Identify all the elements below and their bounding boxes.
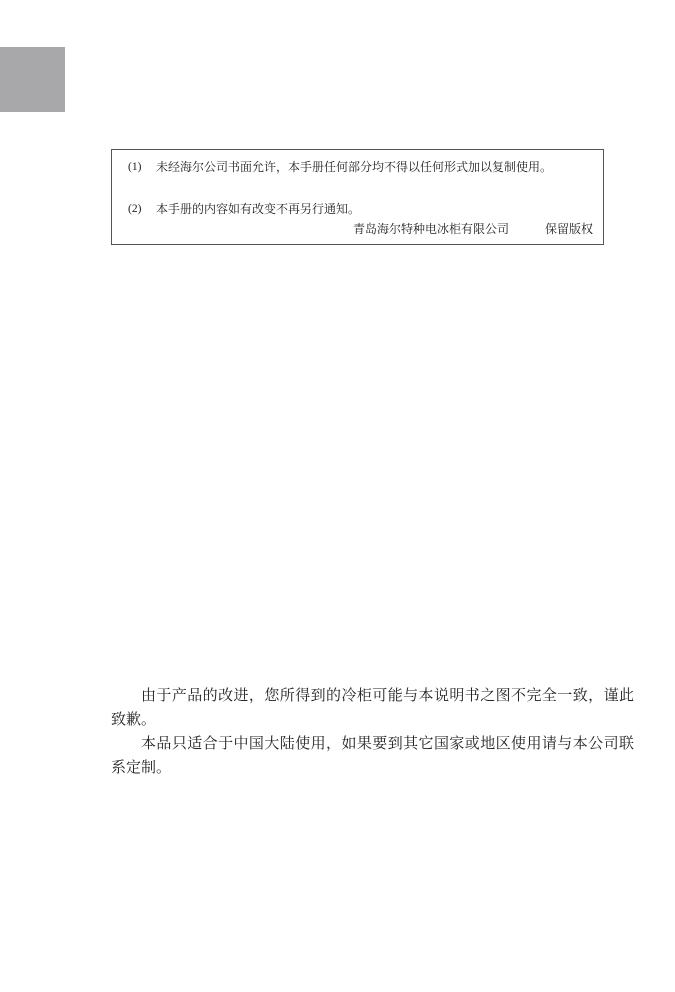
disclaimer-text — [111, 683, 634, 779]
disclaimer-paragraph-1: 由于产品的改进，您所得到的冷柜可能与本说明书之图不完全一致，谨此致歉。 — [111, 686, 634, 728]
rights-reserved: 保留版权 — [544, 222, 593, 236]
notice-item-1 — [128, 157, 588, 177]
notice-item-text: 未经海尔公司书面允许，本手册任何部分均不得以任何形式加以复制使用。 — [156, 160, 553, 174]
notice-item-2 — [128, 199, 588, 219]
notice-item-text: 本手册的内容如有改变不再另行通知。 — [156, 202, 361, 216]
copyright-notice-box — [111, 149, 604, 245]
notice-item-number: (2) — [128, 203, 142, 215]
disclaimer-paragraph-2: 本品只适合于中国大陆使用，如果要到其它国家或地区使用请与本公司联系定制。 — [111, 734, 634, 776]
company-name: 青岛海尔特种电冰柜有限公司 — [352, 222, 509, 236]
notice-footer — [353, 219, 593, 239]
notice-item-number: (1) — [128, 161, 142, 173]
corner-tab-marker — [0, 47, 65, 112]
